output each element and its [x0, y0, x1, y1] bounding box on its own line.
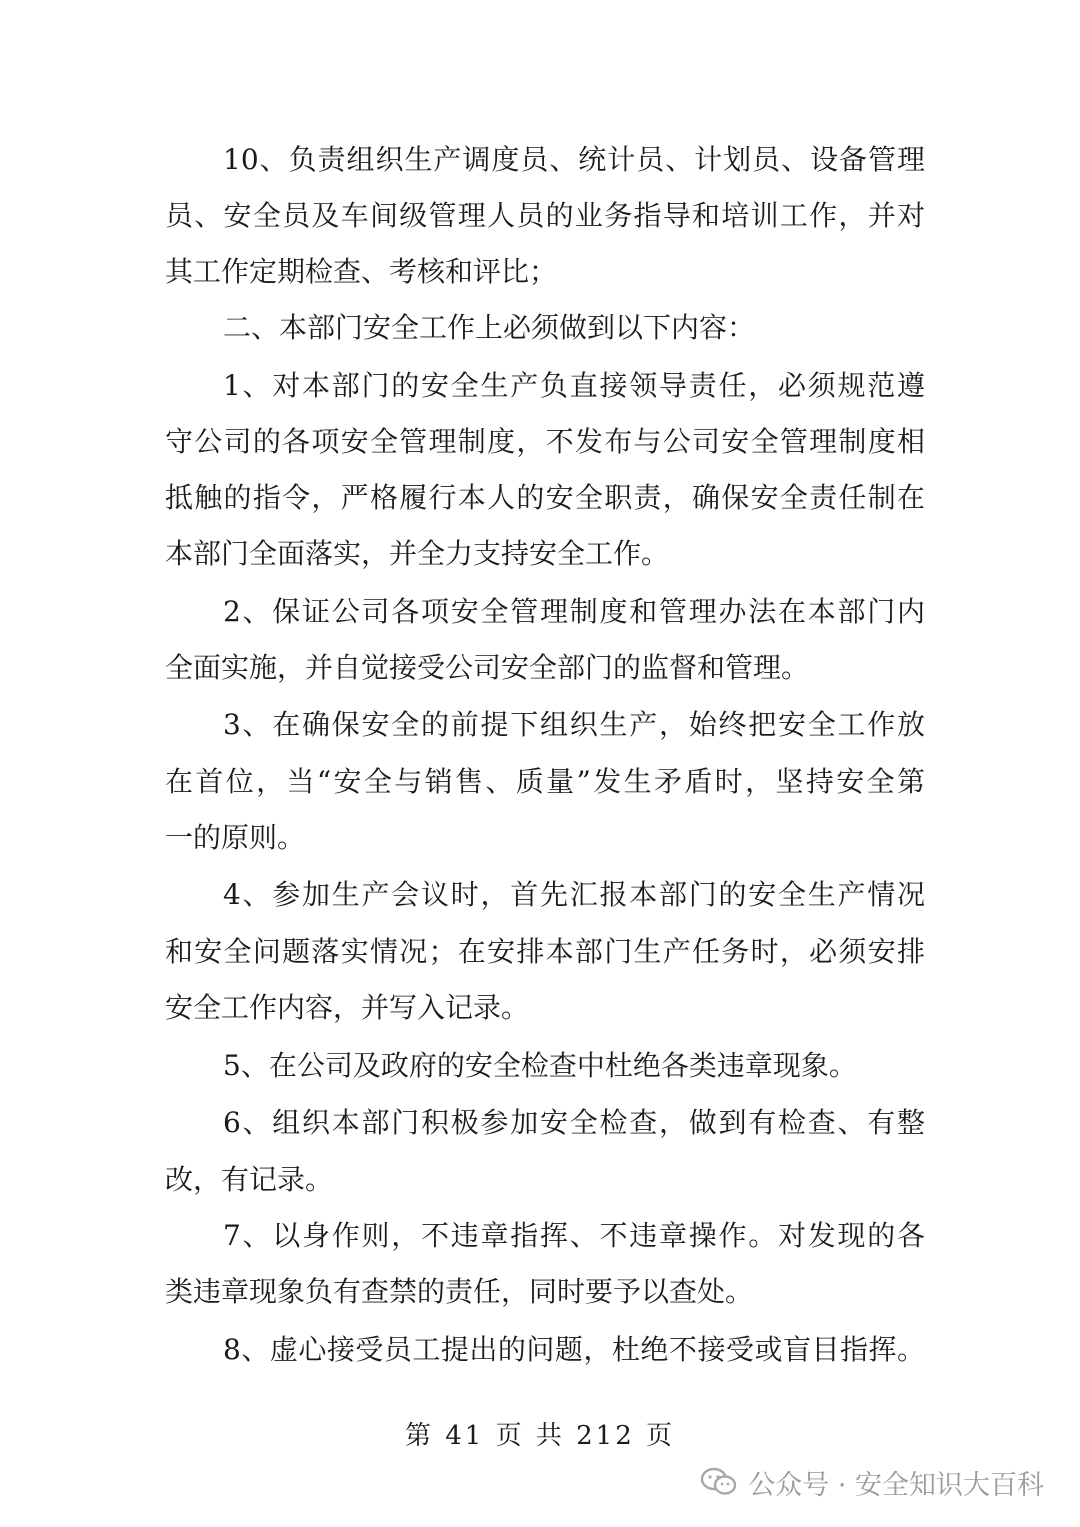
text-line: 1、对本部门的安全生产负直接领导责任，必须规范遵	[223, 369, 925, 402]
text-line: 和安全问题落实情况；在安排本部门生产任务时，必须安排	[165, 935, 925, 968]
text-line: 10、负责组织生产调度员、统计员、计划员、设备管理	[223, 143, 925, 176]
page-number: 第 41 页 共 212 页	[404, 1421, 676, 1451]
text-line: 本部门全面落实，并全力支持安全工作。	[165, 537, 670, 570]
text-line: 抵触的指令，严格履行本人的安全职责，确保安全责任制在	[165, 481, 925, 514]
text-line: 7、以身作则，不违章指挥、不违章操作。对发现的各	[223, 1219, 925, 1252]
text-line: 全面实施，并自觉接受公司安全部门的监督和管理。	[165, 651, 810, 684]
text-line: 6、组织本部门积极参加安全检查，做到有检查、有整	[223, 1106, 925, 1139]
text-line: 安全工作内容，并写入记录。	[165, 991, 530, 1024]
text-line: 2、保证公司各项安全管理制度和管理办法在本部门内	[223, 595, 925, 628]
text-line: 3、在确保安全的前提下组织生产，始终把安全工作放	[223, 708, 925, 741]
text-line: 类违章现象负有查禁的责任，同时要予以查处。	[165, 1275, 754, 1308]
text-line: 改，有记录。	[165, 1163, 334, 1196]
wechat-icon	[700, 1466, 738, 1498]
text-line: 守公司的各项安全管理制度，不发布与公司安全管理制度相	[165, 425, 925, 458]
text-line: 其工作定期检查、考核和评比；	[165, 255, 558, 288]
text-line: 8、虚心接受员工提出的问题，杜绝不接受或盲目指挥。	[223, 1333, 925, 1366]
text-line: 5、在公司及政府的安全检查中杜绝各类违章现象。	[223, 1049, 857, 1082]
watermark-text: 公众号 · 安全知识大百科	[748, 1469, 1044, 1501]
text-line: 一的原则。	[165, 821, 306, 854]
text-line: 在首位，当“安全与销售、质量”发生矛盾时，坚持安全第	[165, 765, 925, 798]
text-line: 员、安全员及车间级管理人员的业务指导和培训工作，并对	[165, 199, 925, 232]
section-heading: 二、本部门安全工作上必须做到以下内容：	[223, 311, 756, 344]
text-line: 4、参加生产会议时，首先汇报本部门的安全生产情况	[223, 878, 925, 911]
watermark	[700, 1460, 1044, 1504]
